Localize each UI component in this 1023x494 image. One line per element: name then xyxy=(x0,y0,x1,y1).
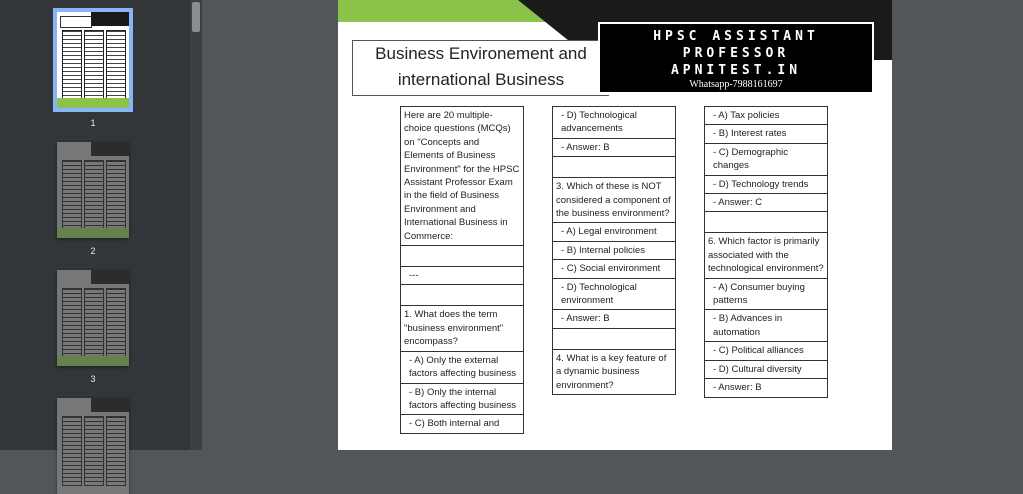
text-cell: - Answer: B xyxy=(704,378,828,397)
text-cell xyxy=(552,328,676,350)
page-number-label: 1 xyxy=(90,118,96,128)
text-cell: - B) Internal policies xyxy=(552,241,676,260)
text-column-2 xyxy=(552,106,676,394)
page-number-label: 3 xyxy=(90,374,96,384)
text-cell: 4. What is a key feature of a dynamic business environment? xyxy=(552,349,676,395)
text-column-1 xyxy=(400,106,524,433)
text-cell: --- xyxy=(400,266,524,285)
document-page xyxy=(338,0,892,450)
text-cell xyxy=(704,211,828,233)
text-cell: - D) Technological advancements xyxy=(552,106,676,139)
page-thumbnail-1[interactable] xyxy=(57,12,129,108)
text-cell: - B) Interest rates xyxy=(704,124,828,143)
text-cell: - B) Only the internal factors affecting business xyxy=(400,383,524,416)
page-thumbnail-3[interactable] xyxy=(57,270,129,366)
scrollbar-thumb[interactable] xyxy=(192,2,200,32)
text-cell: 3. Which of these is NOT considered a component of the business environment? xyxy=(552,177,676,223)
text-cell xyxy=(552,156,676,178)
text-cell: - B) Advances in automation xyxy=(704,309,828,342)
text-cell: 6. Which factor is primarily associated with the technological environment? xyxy=(704,232,828,278)
text-cell: - A) Consumer buying patterns xyxy=(704,278,828,311)
sidebar-scrollbar[interactable] xyxy=(190,0,202,450)
text-cell: - D) Technological environment xyxy=(552,278,676,311)
page-number-label: 2 xyxy=(90,246,96,256)
text-cell: - Answer: C xyxy=(704,193,828,212)
text-cell: - C) Social environment xyxy=(552,259,676,278)
text-cell: - Answer: B xyxy=(552,138,676,157)
text-cell: - D) Cultural diversity xyxy=(704,360,828,379)
page-thumbnail-2[interactable] xyxy=(57,142,129,238)
text-cell: - C) Demographic changes xyxy=(704,143,828,176)
text-cell: Here are 20 multiple-choice questions (MCQs) on "Concepts and Elements of Business Environment" for the HPSC Assistant Professor Exam in the field of Business Environment and International Business in Commerce: xyxy=(400,106,524,246)
text-cell: - D) Technology trends xyxy=(704,175,828,194)
text-cell: - A) Legal environment xyxy=(552,222,676,241)
text-cell: - A) Only the external factors affecting business xyxy=(400,351,524,384)
text-cell xyxy=(400,284,524,306)
text-cell: 1. What does the term "business environment" encompass? xyxy=(400,305,524,351)
thumbnail-sidebar xyxy=(0,0,190,450)
document-title: Business Environement and international Business xyxy=(352,40,609,96)
text-cell: - Answer: B xyxy=(552,309,676,328)
promo-banner: HPSC ASSISTANT PROFESSOR APNITEST.IN Whatsapp-7988161697 xyxy=(598,22,874,94)
text-cell: - C) Both internal and xyxy=(400,414,524,433)
text-cell xyxy=(400,245,524,267)
text-column-3 xyxy=(704,106,828,397)
text-cell: - A) Tax policies xyxy=(704,106,828,125)
text-cell: - C) Political alliances xyxy=(704,341,828,360)
page-thumbnail-4[interactable] xyxy=(57,398,129,494)
